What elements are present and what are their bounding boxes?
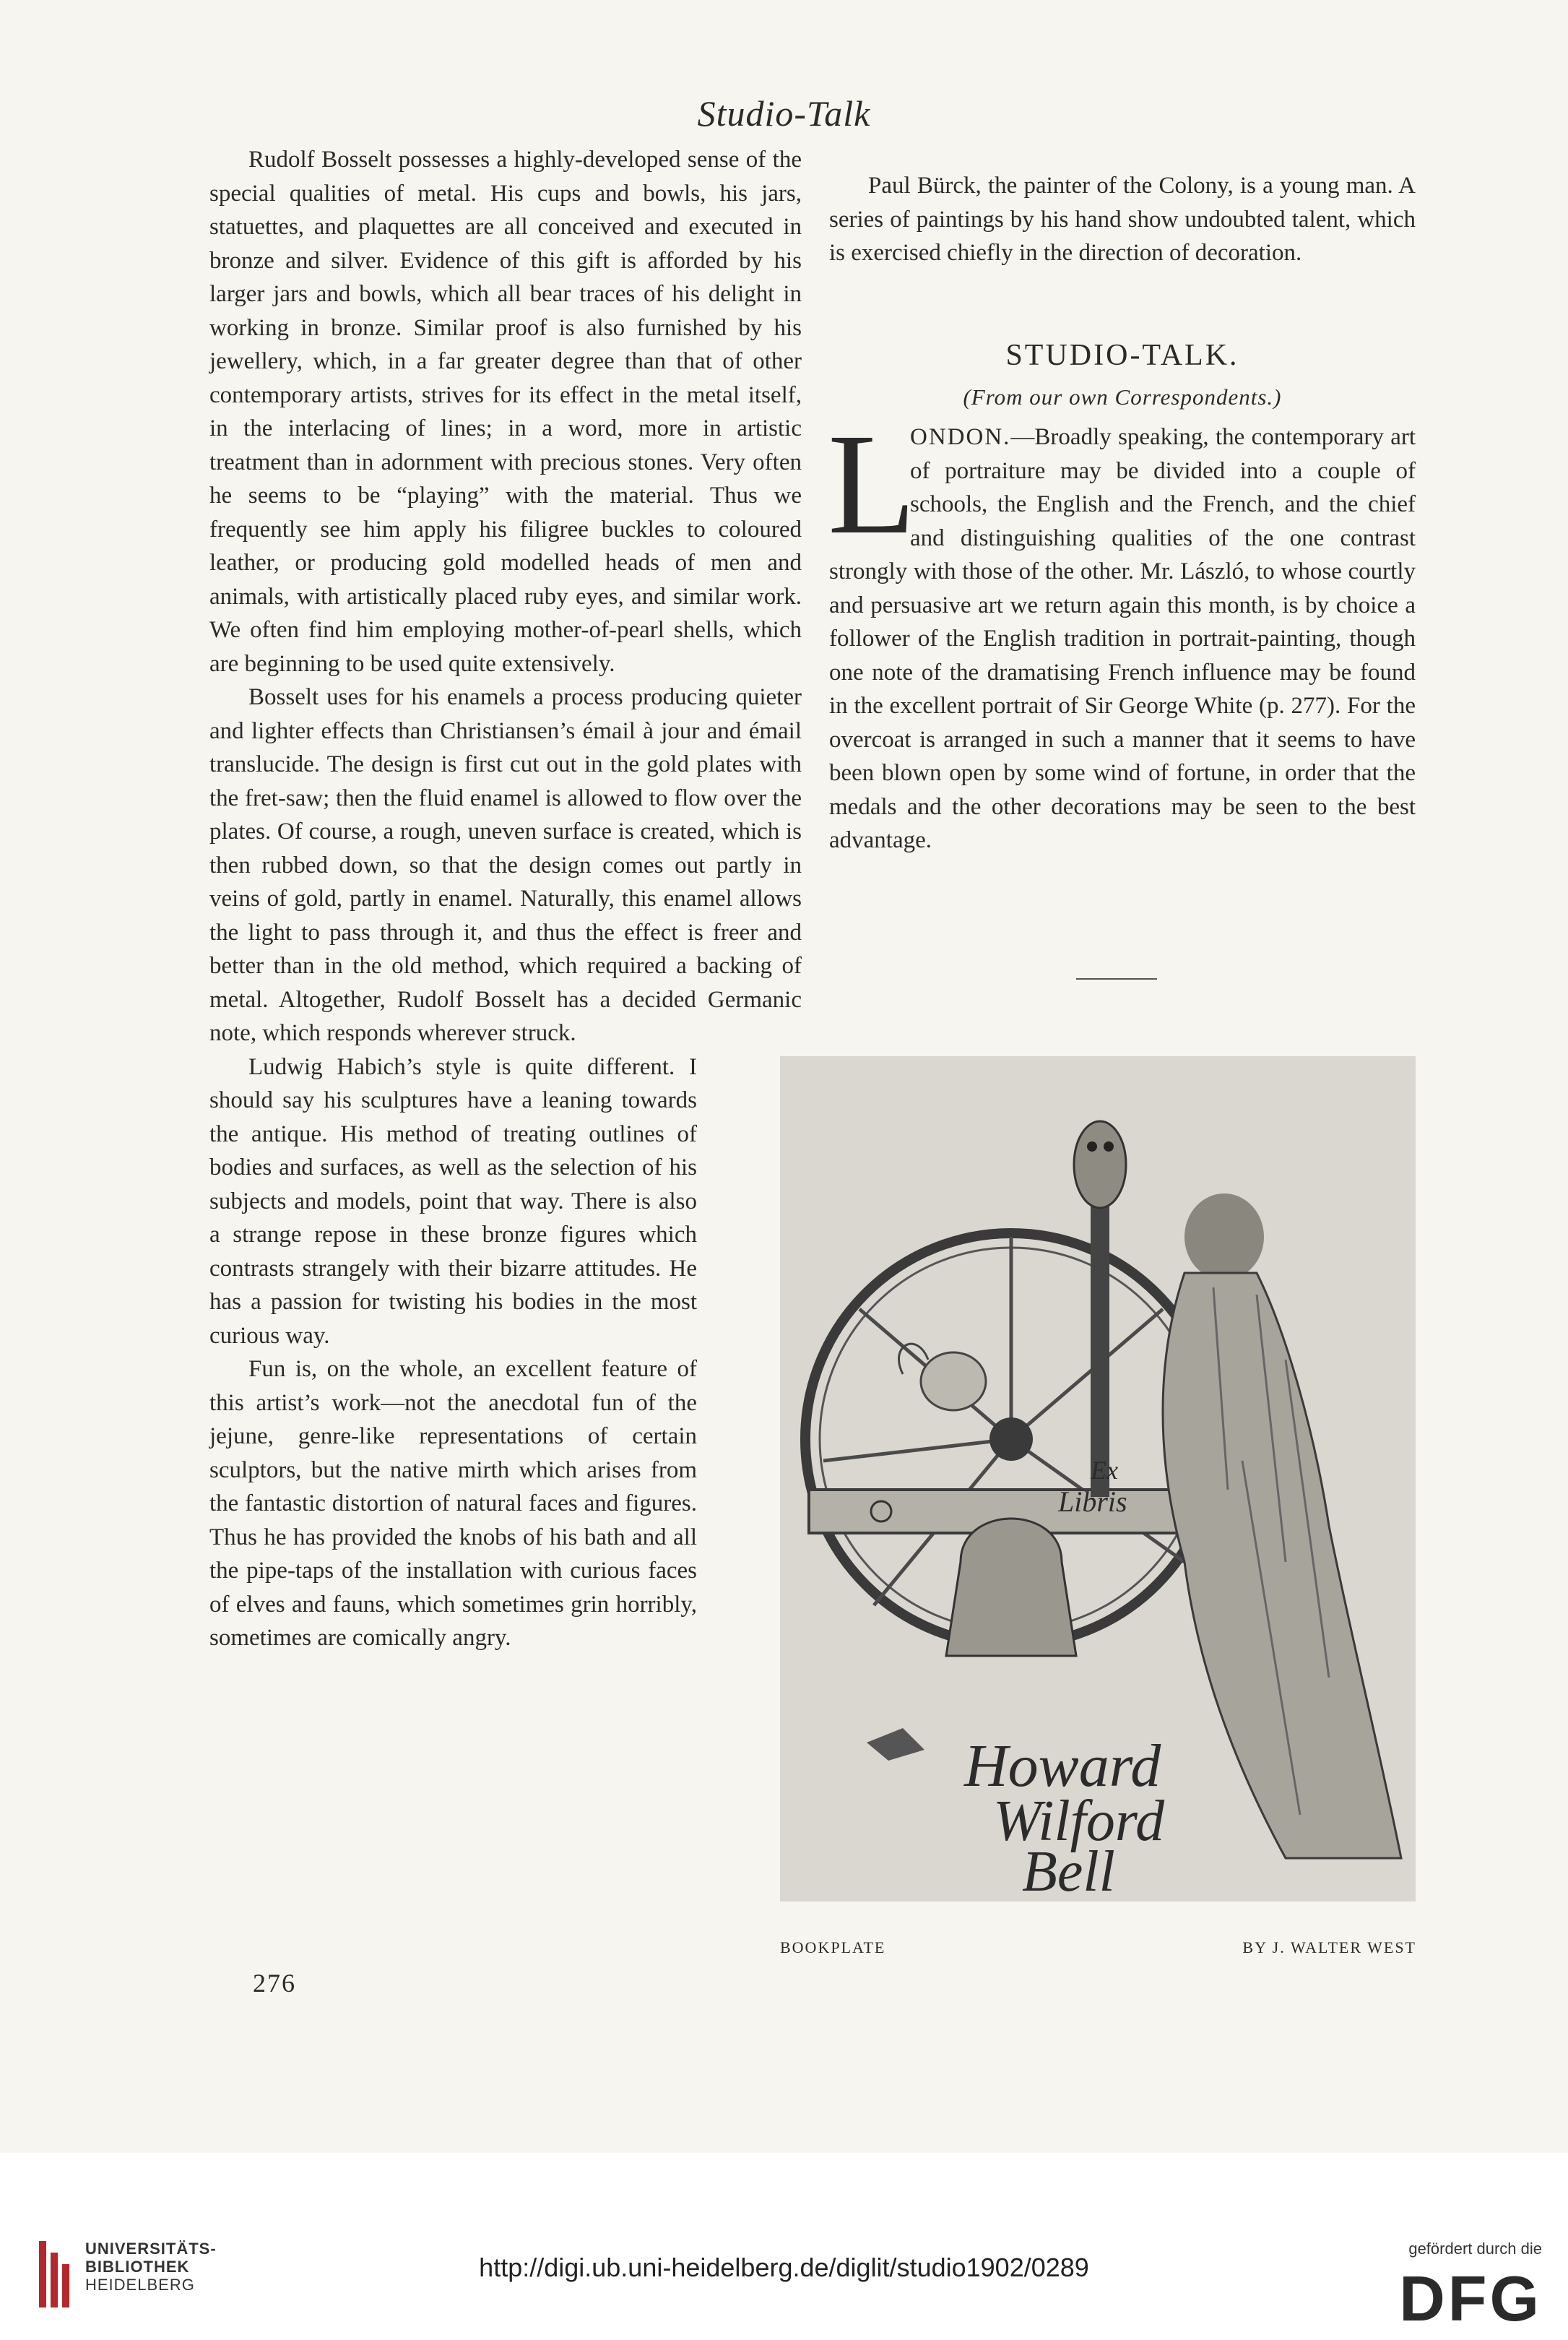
section-divider xyxy=(1076,978,1157,980)
right-column-intro xyxy=(829,169,1416,270)
london-text: —Broadly speaking, the contemporary art of portraiture may be divided into a couple of schools, the English and the French, and the chief and distinguishing qualities of the one contrast strongly with those of the other. Mr. László, to whose courtly and persuasive art we return again this month, is by choice a follower of the English tradition in portrait-painting, though one note of the dramatising French influence may be found in the excellent portrait of Sir George White (p. 277). For the overcoat is arranged in such a manner that it seems to have been blown open by some wind of fortune, in order that the medals and the other decorations may be seen to the best advantage. xyxy=(829,424,1416,853)
paragraph-habich-style: Ludwig Habich’s style is quite different. I should say his sculptures have a leaning towards the antique. His method of treating outlines of bodies and surfaces, as well as the selection of his subjects and models, point that way. There is also a strange repose in these bronze figures which contrasts strangely with their bizarre attitudes. He has a passion for twisting his bodies in the most curious way. xyxy=(209,1053,697,1349)
owner-name-line-1: Howard xyxy=(964,1732,1161,1800)
page-number: 276 xyxy=(253,1969,296,1998)
paragraph-bosselt-enamels xyxy=(209,681,802,1050)
running-title: Studio-Talk xyxy=(697,93,871,134)
source-url-link[interactable]: http://digi.ub.uni-heidelberg.de/diglit/studio1902/0289 xyxy=(479,2253,1089,2282)
library-name: UNIVERSITÄTS- BIBLIOTHEK HEIDELBERG xyxy=(85,2240,217,2294)
paragraph-fun: Fun is, on the whole, an excellent feature of this artist’s work—not the anecdotal fun of the jejune, genre-like representations of certain sculptors, but the native mirth which arises from the fantastic distortion of natural faces and figures. Thus he has provided the knobs of his bath and all the pipe-taps of the installation with curious faces of elves and fauns, which sometimes grin horribly, sometimes are comically angry. xyxy=(209,1356,697,1651)
owner-name-line-3: Bell xyxy=(1022,1840,1115,1901)
ex-libris-word-2: Libris xyxy=(1058,1485,1127,1518)
section-subtitle: (From our own Correspondents.) xyxy=(963,384,1282,410)
bookplate-illustration xyxy=(780,1056,1416,1901)
bookplate-drawing xyxy=(780,1056,1416,1901)
caption-artist: BY J. WALTER WEST xyxy=(1242,1938,1416,1956)
section-title: STUDIO-TALK. xyxy=(1005,339,1239,372)
footer-bar xyxy=(0,2153,1568,2340)
ex-libris-word-1: Ex xyxy=(1091,1456,1118,1485)
narrow-text-block xyxy=(209,1050,697,1655)
drop-cap: L xyxy=(828,405,917,564)
dfg-logo: DFG xyxy=(1399,2263,1542,2334)
paragraph-bosselt-metal: Rudolf Bosselt possesses a highly-developed sense of the special qualities of metal. His cups and bowls, his jars, statuettes, and plaquettes are all conceived and executed in bronze and silver. Evidence of this gift is afforded by his larger jars and bowls, which all bear traces of his delight in working in bronze. Similar proof is also furnished by his jewellery, which, in a far greater degree than that of other contemporary artists, strives for its effect in the metal itself, in the interlacing of lines; in a word, more in artistic treatment than in adornment with precious stones. Very often he seems to be “playing” with the material. Thus we frequently see him apply his filigree buckles to coloured leather, or producing gold modelled heads of men and animals, with artistically placed ruby eyes, and similar work. We often find him employing mother-of-pearl shells, which are beginning to be used quite extensively. xyxy=(209,147,802,677)
london-paragraph xyxy=(828,405,1416,858)
funding-note: gefördert durch die xyxy=(1408,2240,1542,2258)
enamel-text: Bosselt uses for his enamels a process producing quieter and lighter effects than Christiansen’s émail à jour and émail translucide. The design is first cut out in the gold plates with the fret-saw; then the fluid enamel is allowed to flow over the plates. Of course, a rough, uneven surface is created, which is then rubbed down, so that the design comes out partly in veins of gold, partly in enamel. Naturally, this enamel allows the light to pass through it, and thus the effect is freer and better than in the old method, which required a backing of metal. Altogether, Rudolf Bosselt has a decided Germanic note, which responds wherever struck. xyxy=(209,684,802,1046)
london-lead: ONDON. xyxy=(910,424,1011,450)
cherub xyxy=(921,1352,986,1410)
left-column xyxy=(209,143,802,1655)
woman-head xyxy=(1184,1193,1264,1280)
owner-name-line-2: Wilford xyxy=(993,1789,1165,1853)
owl-icon xyxy=(1074,1121,1126,1208)
paragraph-burck: Paul Bürck, the painter of the Colony, is a young man. A series of paintings by his hand show undoubted talent, which is exercised chiefly in the direction of decoration. xyxy=(829,173,1416,266)
caption-bookplate: BOOKPLATE xyxy=(780,1938,886,1956)
